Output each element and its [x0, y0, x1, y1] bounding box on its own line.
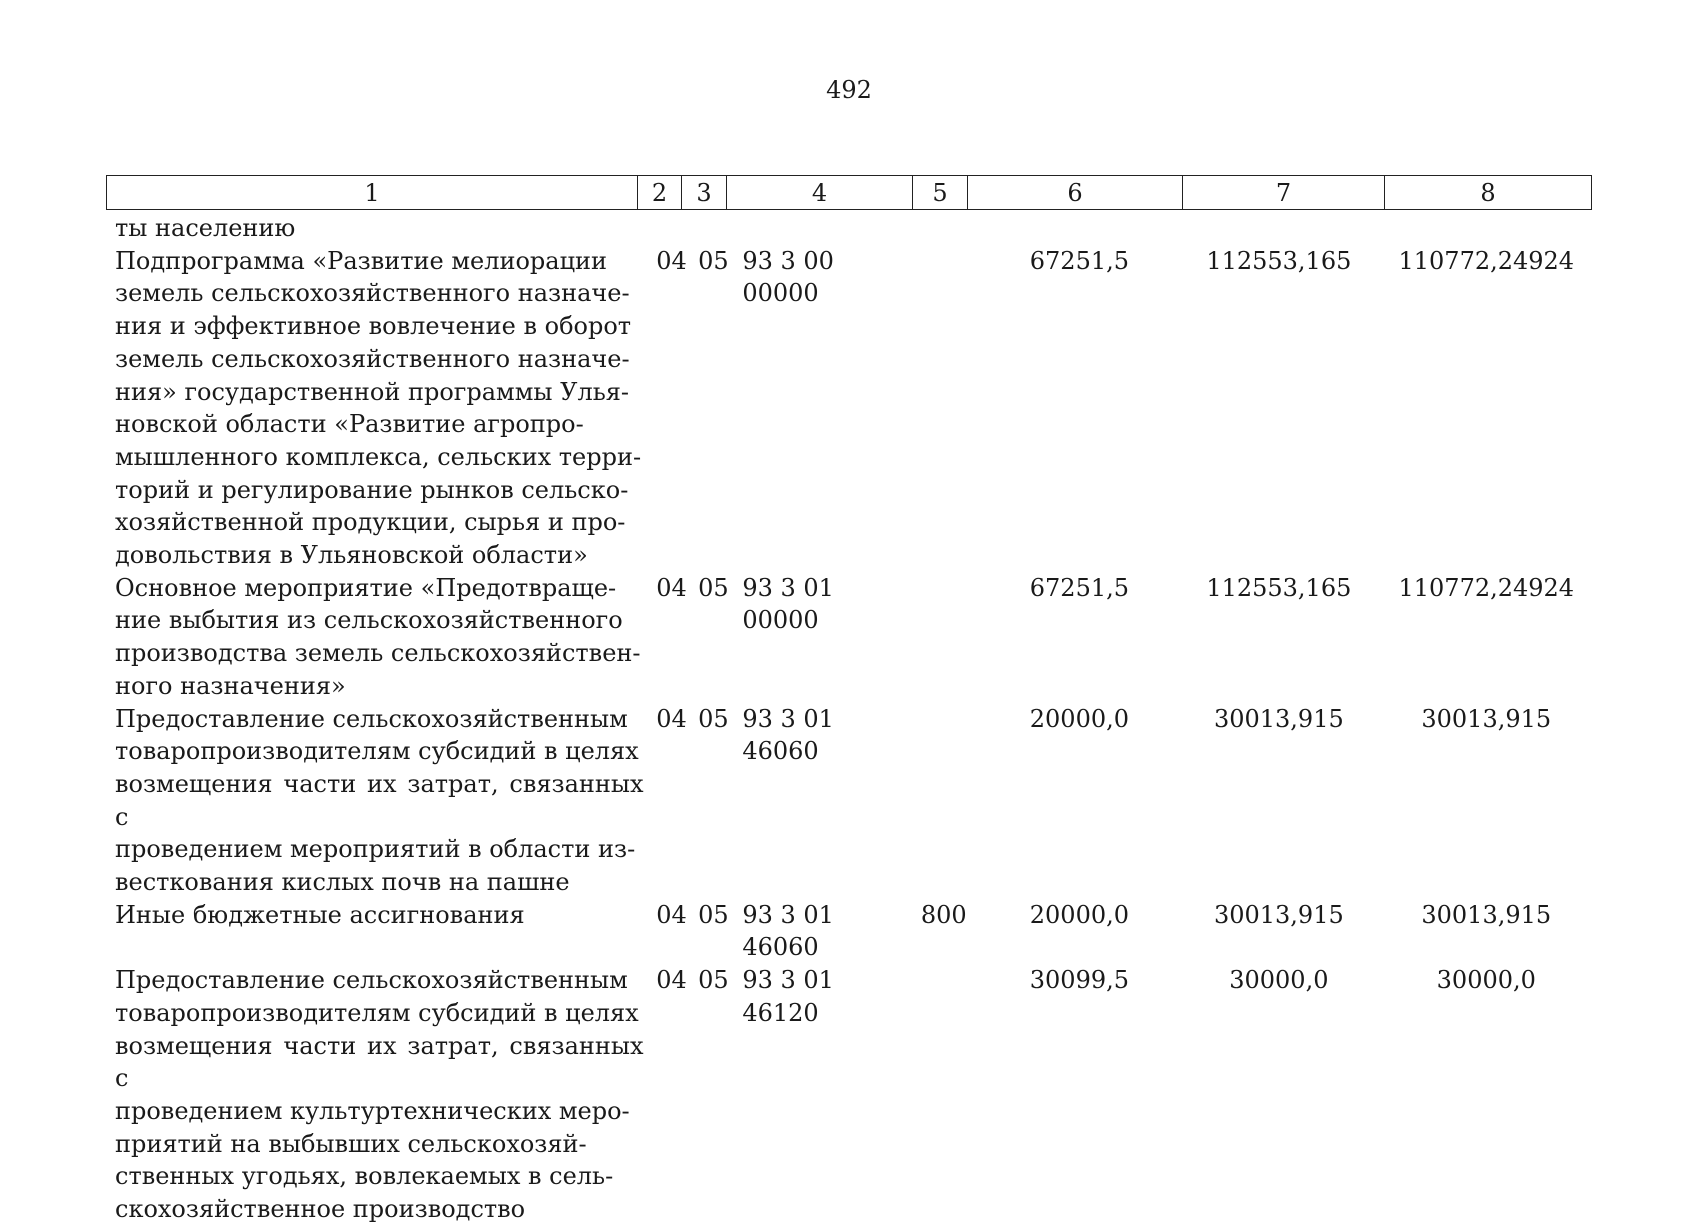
description-line: возмещения части их затрат, связанных с [115, 1031, 644, 1093]
column-header-5: 5 [913, 176, 968, 210]
cell-target-code: 93 3 01 46120 [742, 966, 834, 1027]
budget-rows [106, 212, 1594, 1226]
cell-section: 04 [656, 246, 687, 275]
row-description [106, 212, 644, 245]
cell-section [644, 212, 695, 245]
cell-subsection: 05 [698, 573, 729, 602]
cell-amount-8: 30013,915 [1421, 704, 1552, 733]
description-line: проведением мероприятий в области из- [115, 835, 636, 864]
cell-amount-7 [1179, 212, 1378, 245]
description-line: мышленного комплекса, сельских терри- [115, 442, 642, 471]
cell-section: 04 [656, 704, 687, 733]
table-row [106, 964, 1594, 1226]
cell-amount-6: 67251,5 [1029, 573, 1130, 602]
description-line: ние выбытия из сельскохозяйственного [115, 606, 623, 635]
description-line: проведением культуртехнических меро- [115, 1096, 630, 1125]
description-line: торий и регулирование рынков сельско- [115, 475, 629, 504]
description-line: ного назначения» [115, 671, 346, 700]
cell-subsection: 05 [698, 966, 729, 995]
row-description [106, 964, 644, 1226]
cell-amount-8: 30013,915 [1421, 900, 1552, 929]
cell-amount-8: 30000,0 [1436, 966, 1536, 995]
cell-subsection: 05 [698, 900, 729, 929]
cell-expense-type [916, 245, 972, 572]
description-line: ния и эффективное вовлечение в оборот [115, 312, 632, 341]
cell-section: 04 [656, 966, 687, 995]
description-line: скохозяйственное производство [115, 1195, 526, 1224]
description-line: весткования кислых почв на пашне [115, 868, 570, 897]
column-header-7: 7 [1183, 176, 1385, 210]
cell-section: 04 [656, 573, 687, 602]
table-row [106, 703, 1594, 899]
cell-amount-7: 30013,915 [1213, 704, 1344, 733]
cell-expense-type [916, 572, 972, 703]
column-header-4: 4 [727, 176, 913, 210]
description-line: Подпрограмма «Развитие мелиорации [115, 246, 607, 275]
cell-amount-6 [972, 212, 1179, 245]
description-line: довольствия в Ульяновской области» [115, 541, 588, 570]
page-number: 492 [826, 76, 872, 104]
cell-section: 04 [656, 900, 687, 929]
description-line: Предоставление сельскохозяйственным [115, 704, 628, 733]
description-line: ты населению [115, 214, 296, 242]
table-row [106, 245, 1594, 572]
cell-amount-7: 112553,165 [1206, 573, 1352, 602]
description-line: Предоставление сельскохозяйственным [115, 966, 628, 995]
cell-target-code: 93 3 01 46060 [742, 900, 834, 962]
cell-subsection: 05 [698, 246, 729, 275]
cell-amount-6: 67251,5 [1029, 246, 1130, 275]
column-header-8: 8 [1385, 176, 1592, 210]
cell-amount-6: 20000,0 [1029, 704, 1130, 733]
cell-amount-7: 112553,165 [1206, 246, 1352, 275]
cell-target-code: 93 3 01 00000 [742, 573, 834, 635]
description-line: товаропроизводителям субсидий в целях [115, 737, 639, 766]
row-description [106, 703, 644, 899]
cell-amount-7: 30000,0 [1229, 966, 1329, 995]
cell-target-code [732, 212, 916, 245]
cell-amount-8: 110772,24924 [1398, 573, 1575, 602]
cell-expense-type [916, 212, 972, 245]
column-header-table [106, 175, 1592, 210]
column-header-1: 1 [107, 176, 638, 210]
description-line: новской области «Развитие агропро- [115, 410, 584, 439]
description-line: производства земель сельскохозяйствен- [115, 639, 641, 668]
cell-expense-type [916, 964, 972, 1226]
cell-target-code: 93 3 00 00000 [742, 246, 834, 308]
column-header-row [107, 176, 1592, 210]
description-line: Основное мероприятие «Предотвраще- [115, 573, 617, 602]
description-line: возмещения части их затрат, связанных с [115, 769, 644, 831]
description-line: земель сельскохозяйственного назначе- [115, 279, 630, 308]
cell-expense-type [916, 703, 972, 899]
table-row [106, 212, 1594, 245]
description-line: Иные бюджетные ассигнования [115, 900, 525, 929]
description-line: ственных угодьях, вовлекаемых в сель- [115, 1162, 614, 1191]
description-line: земель сельскохозяйственного назначе- [115, 344, 630, 373]
row-description [106, 245, 644, 572]
column-header-6: 6 [968, 176, 1183, 210]
cell-amount-6: 30099,5 [1029, 966, 1130, 995]
cell-amount-6: 20000,0 [1029, 900, 1130, 929]
cell-amount-8 [1379, 212, 1594, 245]
description-line: хозяйственной продукции, сырья и про- [115, 508, 626, 537]
cell-amount-8: 110772,24924 [1398, 246, 1575, 275]
cell-amount-7: 30013,915 [1213, 900, 1344, 929]
cell-subsection: 05 [698, 704, 729, 733]
description-line: ния» государственной программы Улья- [115, 377, 630, 406]
table-row [106, 572, 1594, 703]
cell-subsection [694, 212, 732, 245]
row-description [106, 899, 644, 964]
cell-target-code: 93 3 01 46060 [742, 704, 834, 766]
column-header-2: 2 [638, 176, 682, 210]
row-description [106, 572, 644, 703]
cell-expense-type: 800 [920, 900, 967, 929]
table-row [106, 899, 1594, 964]
description-line: приятий на выбывших сельскохозяй- [115, 1129, 587, 1158]
column-header-3: 3 [682, 176, 727, 210]
description-line: товаропроизводителям субсидий в целях [115, 998, 639, 1027]
